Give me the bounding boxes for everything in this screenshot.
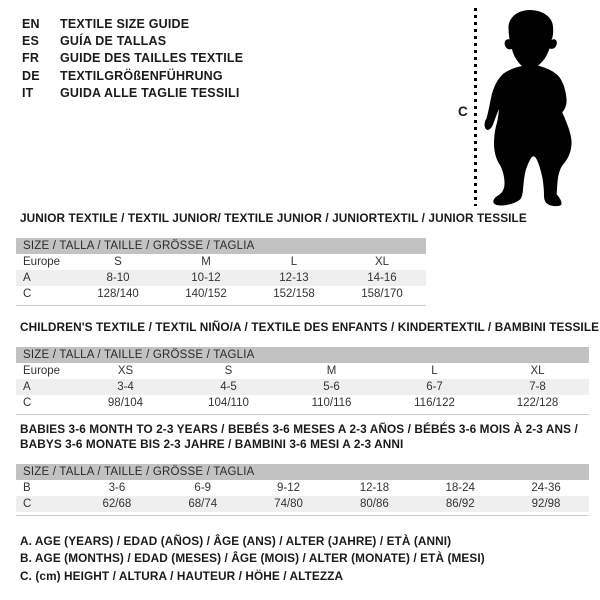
size-table-section-2 xyxy=(16,422,589,516)
cell-value: 7-8 xyxy=(529,381,546,393)
table-title-line: JUNIOR TEXTILE / TEXTIL JUNIOR/ TEXTILE JUNIOR / JUNIORTEXTIL / JUNIOR TESSILE xyxy=(20,211,527,225)
cell-value: S xyxy=(224,365,233,377)
language-code: IT xyxy=(22,86,34,101)
size-table xyxy=(16,464,589,516)
cell-value: 6-7 xyxy=(426,381,443,393)
size-table xyxy=(16,238,426,306)
table-title xyxy=(20,211,527,226)
cell-value: 6-9 xyxy=(194,482,212,494)
cell-value: 86/92 xyxy=(445,498,475,510)
size-table xyxy=(16,347,589,415)
table-size-header: SIZE / TALLA / TAILLE / GRÖSSE / TAGLIA xyxy=(16,238,426,254)
language-label: TEXTILE SIZE GUIDE xyxy=(60,16,190,31)
table-row xyxy=(16,395,589,411)
cell-value: 140/152 xyxy=(185,288,227,300)
cell-value: 98/104 xyxy=(107,397,144,409)
table-size-header: SIZE / TALLA / TAILLE / GRÖSSE / TAGLIA xyxy=(16,464,589,480)
language-label: GUIDA ALLE TAGLIE TESSILI xyxy=(60,86,240,101)
cell-value: 128/140 xyxy=(97,288,139,300)
language-code: DE xyxy=(22,68,40,83)
height-measure-dashed-line xyxy=(474,8,477,206)
table-bottom-line xyxy=(16,515,589,516)
cell-value: 24-36 xyxy=(531,482,561,494)
size-table-section-0 xyxy=(16,211,527,306)
language-code: EN xyxy=(22,16,40,31)
cell-value: 92/98 xyxy=(531,498,561,510)
cell-value: 12-18 xyxy=(359,482,390,494)
language-row-it xyxy=(22,85,243,102)
language-title-block xyxy=(22,15,243,102)
cell-value: XL xyxy=(530,365,545,377)
cell-value: 3-6 xyxy=(108,482,126,494)
language-row-fr xyxy=(22,50,243,67)
cell-value: 122/128 xyxy=(516,397,559,409)
row-label: Europe xyxy=(23,256,61,268)
cell-value: M xyxy=(201,256,211,268)
footnote-line: B. AGE (MONTHS) / EDAD (MESES) / ÂGE (MOIS) / ALTER (MONATE) / ETÀ (MESI) xyxy=(20,551,485,566)
language-label: GUÍA DE TALLAS xyxy=(60,34,167,49)
cell-value: 4-5 xyxy=(220,381,237,393)
language-label: TEXTILGRÖßENFÜHRUNG xyxy=(60,68,223,83)
language-row-de xyxy=(22,67,243,84)
language-code: ES xyxy=(22,34,40,49)
row-label: C xyxy=(23,498,32,510)
table-title xyxy=(20,320,600,335)
table-title-line: BABIES 3-6 MONTH TO 2-3 YEARS / BEBÉS 3-6 MESES A 2-3 AÑOS / BÉBÉS 3-6 MOIS À 2-3 ANS / xyxy=(20,422,578,436)
footnote-line: A. AGE (YEARS) / EDAD (AÑOS) / ÂGE (ANS) / ALTER (JAHRE) / ETÀ (ANNI) xyxy=(20,534,452,548)
cell-value: 110/116 xyxy=(311,397,352,409)
toddler-silhouette-icon xyxy=(483,8,585,208)
row-label: A xyxy=(23,381,31,393)
cell-value: 12-13 xyxy=(279,272,309,284)
cell-value: 8-10 xyxy=(106,272,130,284)
cell-value: XL xyxy=(374,256,390,268)
cell-value: 10-12 xyxy=(191,272,221,284)
cell-value: M xyxy=(326,365,337,377)
table-row xyxy=(16,480,589,496)
cell-value: 152/158 xyxy=(273,288,315,300)
language-label: GUIDE DES TAILLES TEXTILE xyxy=(60,51,244,66)
table-title-line: BABYS 3-6 MONATE BIS 2-3 JAHRE / BAMBINI 3-6 MESI A 2-3 ANNI xyxy=(20,437,404,451)
table-title-line: CHILDREN'S TEXTILE / TEXTIL NIÑO/A / TEXTILE DES ENFANTS / KINDERTEXTIL / BAMBINI TESSILE xyxy=(20,320,600,334)
table-row xyxy=(16,363,589,379)
row-label: A xyxy=(23,272,31,284)
cell-value: 9-12 xyxy=(277,482,301,494)
cell-value: L xyxy=(431,365,438,377)
cell-value: S xyxy=(114,256,122,268)
table-bottom-line xyxy=(16,414,589,415)
cell-value: 18-24 xyxy=(445,482,475,494)
table-row xyxy=(16,286,426,302)
cell-value: 104/110 xyxy=(208,397,249,409)
row-label: B xyxy=(23,482,31,494)
cell-value: XS xyxy=(117,365,134,377)
row-label: C xyxy=(23,397,32,409)
cell-value: 3-4 xyxy=(117,381,134,393)
language-row-es xyxy=(22,32,243,49)
size-table-section-1 xyxy=(16,320,600,415)
footnote-line: C. (cm) HEIGHT / ALTURA / HAUTEUR / HÖHE / ALTEZZA xyxy=(20,568,344,583)
cell-value: 62/68 xyxy=(102,498,132,510)
cell-value: 5-6 xyxy=(323,381,340,393)
cell-value: 68/74 xyxy=(188,498,218,510)
row-label: Europe xyxy=(23,365,61,377)
table-size-header: SIZE / TALLA / TAILLE / GRÖSSE / TAGLIA xyxy=(16,347,589,363)
cell-value: L xyxy=(290,256,298,268)
footnotes-block xyxy=(20,534,485,586)
row-label: C xyxy=(23,288,32,300)
table-bottom-line xyxy=(16,305,426,306)
table-row xyxy=(16,254,426,270)
table-row xyxy=(16,270,426,286)
height-label-c: C xyxy=(458,104,468,119)
cell-value: 14-16 xyxy=(367,272,397,284)
language-code: FR xyxy=(22,51,40,66)
cell-value: 74/80 xyxy=(274,498,303,510)
language-row-en xyxy=(22,15,243,32)
table-title xyxy=(20,422,589,452)
table-row xyxy=(16,496,589,512)
cell-value: 80/86 xyxy=(360,498,389,510)
table-row xyxy=(16,379,589,395)
cell-value: 158/170 xyxy=(361,288,403,300)
cell-value: 116/122 xyxy=(414,397,455,409)
